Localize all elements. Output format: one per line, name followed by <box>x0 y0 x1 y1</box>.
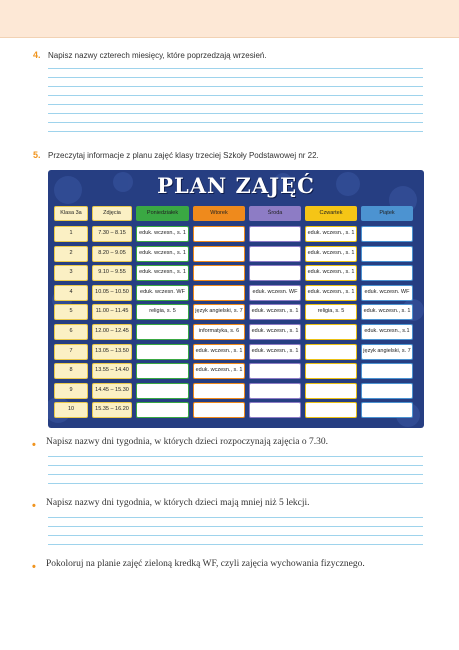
schedule-cell[interactable]: eduk. wczesn., s. 1 <box>305 226 357 242</box>
schedule-cell[interactable]: język angielski, s. 7 <box>361 344 413 360</box>
schedule-cell[interactable] <box>361 383 413 399</box>
schedule-cell[interactable]: eduk. wczesn., s. 1 <box>305 265 357 281</box>
lesson-number: 2 <box>54 246 88 262</box>
schedule-cell[interactable]: eduk. wczesn., s. 1 <box>249 344 301 360</box>
schedule-cell[interactable]: eduk. wczesn., s. 1 <box>305 285 357 301</box>
lesson-time: 10.05 – 10.50 <box>92 285 132 301</box>
schedule-cell[interactable] <box>305 344 357 360</box>
exercise-4-text: Napisz nazwy czterech miesięcy, które poprzedzają wrzesień. <box>48 51 267 60</box>
exercise-5-text: Przeczytaj informacje z planu zajęć klasy trzeciej Szkoły Podstawowej nr 22. <box>48 151 319 160</box>
schedule-cell[interactable]: eduk. wczesn., s.1 <box>361 324 413 340</box>
schedule-cell[interactable]: eduk. wczesn., s. 1 <box>136 265 189 281</box>
lesson-time: 15.35 – 16.20 <box>92 402 132 418</box>
lesson-time: 8.20 – 9.05 <box>92 246 132 262</box>
schedule-cell[interactable]: religia, s. 5 <box>305 304 357 320</box>
schedule-cell[interactable] <box>136 363 189 379</box>
schedule-cell[interactable] <box>249 246 301 262</box>
header-day: Środa <box>249 206 301 221</box>
schedule-cell[interactable] <box>136 324 189 340</box>
schedule-cell[interactable] <box>193 383 245 399</box>
schedule-cell[interactable] <box>305 402 357 418</box>
schedule-cell[interactable]: eduk. wczesn., s. 1 <box>193 344 245 360</box>
schedule-cell[interactable] <box>361 402 413 418</box>
schedule-cell[interactable] <box>193 246 245 262</box>
lesson-number: 3 <box>54 265 88 281</box>
answer-line[interactable] <box>48 474 423 475</box>
schedule-cell[interactable]: eduk. wczesn., s. 1 <box>249 324 301 340</box>
schedule-cell[interactable]: eduk. wczesn., s. 1 <box>305 246 357 262</box>
schedule-cell[interactable] <box>136 383 189 399</box>
lesson-number: 4 <box>54 285 88 301</box>
schedule-cell[interactable]: eduk. wczesn. WF <box>249 285 301 301</box>
schedule-cell[interactable] <box>193 402 245 418</box>
task-2-bullet: • <box>32 500 36 512</box>
header-day: Czwartek <box>305 206 357 221</box>
schedule-cell[interactable] <box>249 383 301 399</box>
lesson-time: 13.05 – 13.50 <box>92 344 132 360</box>
exercise-4-number: 4. <box>33 50 41 60</box>
task-1-text: Napisz nazwy dni tygodnia, w których dzieci rozpoczynają zajęcia o 7.30. <box>46 437 328 447</box>
answer-line[interactable] <box>48 456 423 457</box>
schedule-cell[interactable] <box>136 402 189 418</box>
schedule-cell[interactable] <box>249 363 301 379</box>
schedule-cell[interactable]: informatyka, s. 6 <box>193 324 245 340</box>
schedule-cell[interactable] <box>361 246 413 262</box>
answer-line[interactable] <box>48 95 423 96</box>
answer-line[interactable] <box>48 465 423 466</box>
schedule-cell[interactable]: eduk. wczesn., s. 1 <box>193 363 245 379</box>
schedule-cell[interactable]: eduk. wczesn., s. 1 <box>136 226 189 242</box>
lesson-number: 9 <box>54 383 88 399</box>
lesson-time: 14.45 – 15.30 <box>92 383 132 399</box>
schedule-cell[interactable] <box>361 265 413 281</box>
answer-line[interactable] <box>48 131 423 132</box>
answer-line[interactable] <box>48 517 423 518</box>
schedule-cell[interactable] <box>136 344 189 360</box>
answer-line[interactable] <box>48 77 423 78</box>
schedule-cell[interactable] <box>361 363 413 379</box>
lesson-time: 13.55 – 14.40 <box>92 363 132 379</box>
schedule-cell[interactable]: eduk. wczesn., s. 1 <box>361 304 413 320</box>
lesson-time: 9.10 – 9.55 <box>92 265 132 281</box>
schedule-cell[interactable] <box>249 265 301 281</box>
answer-line[interactable] <box>48 104 423 105</box>
answer-line[interactable] <box>48 535 423 536</box>
lesson-number: 8 <box>54 363 88 379</box>
schedule-cell[interactable] <box>305 324 357 340</box>
schedule-cell[interactable]: eduk. wczesn. WF <box>361 285 413 301</box>
schedule-plan <box>48 170 424 428</box>
header-class: Klasa 3a <box>54 206 88 221</box>
answer-line[interactable] <box>48 122 423 123</box>
task-1-bullet: • <box>32 439 36 451</box>
schedule-cell[interactable] <box>305 363 357 379</box>
schedule-cell[interactable]: język angielski, s. 7 <box>193 304 245 320</box>
lesson-time: 12.00 – 12.45 <box>92 324 132 340</box>
top-band <box>0 0 459 38</box>
answer-line[interactable] <box>48 483 423 484</box>
schedule-cell[interactable] <box>249 226 301 242</box>
task-2-text: Napisz nazwy dni tygodnia, w których dzieci mają mniej niż 5 lekcji. <box>46 498 310 508</box>
lesson-time: 11.00 – 11.45 <box>92 304 132 320</box>
answer-line[interactable] <box>48 544 423 545</box>
lesson-number: 7 <box>54 344 88 360</box>
schedule-cell[interactable]: eduk. wczesn., s. 1 <box>136 246 189 262</box>
lesson-time: 7.30 – 8.15 <box>92 226 132 242</box>
lesson-number: 1 <box>54 226 88 242</box>
lesson-number: 10 <box>54 402 88 418</box>
lesson-number: 5 <box>54 304 88 320</box>
schedule-cell[interactable]: eduk. wczesn. WF <box>136 285 189 301</box>
header-time: Zdjęcia <box>92 206 132 221</box>
schedule-cell[interactable] <box>193 265 245 281</box>
schedule-cell[interactable]: religia, s. 5 <box>136 304 189 320</box>
answer-line[interactable] <box>48 113 423 114</box>
task-3-text: Pokoloruj na planie zajęć zieloną kredką WF, czyli zajęcia wychowania fizycznego. <box>46 559 365 569</box>
schedule-cell[interactable] <box>305 383 357 399</box>
schedule-cell[interactable]: eduk. wczesn., s. 1 <box>249 304 301 320</box>
schedule-cell[interactable] <box>193 285 245 301</box>
answer-line[interactable] <box>48 68 423 69</box>
header-day: Piątek <box>361 206 413 221</box>
answer-line[interactable] <box>48 86 423 87</box>
answer-line[interactable] <box>48 526 423 527</box>
schedule-cell[interactable] <box>249 402 301 418</box>
task-3-bullet: • <box>32 561 36 573</box>
exercise-5-number: 5. <box>33 150 41 160</box>
schedule-cell[interactable] <box>193 226 245 242</box>
plan-title: PLAN ZAJĘĆ <box>157 173 315 198</box>
header-day: Poniedziałek <box>136 206 189 221</box>
schedule-cell[interactable] <box>361 226 413 242</box>
lesson-number: 6 <box>54 324 88 340</box>
header-day: Wtorek <box>193 206 245 221</box>
